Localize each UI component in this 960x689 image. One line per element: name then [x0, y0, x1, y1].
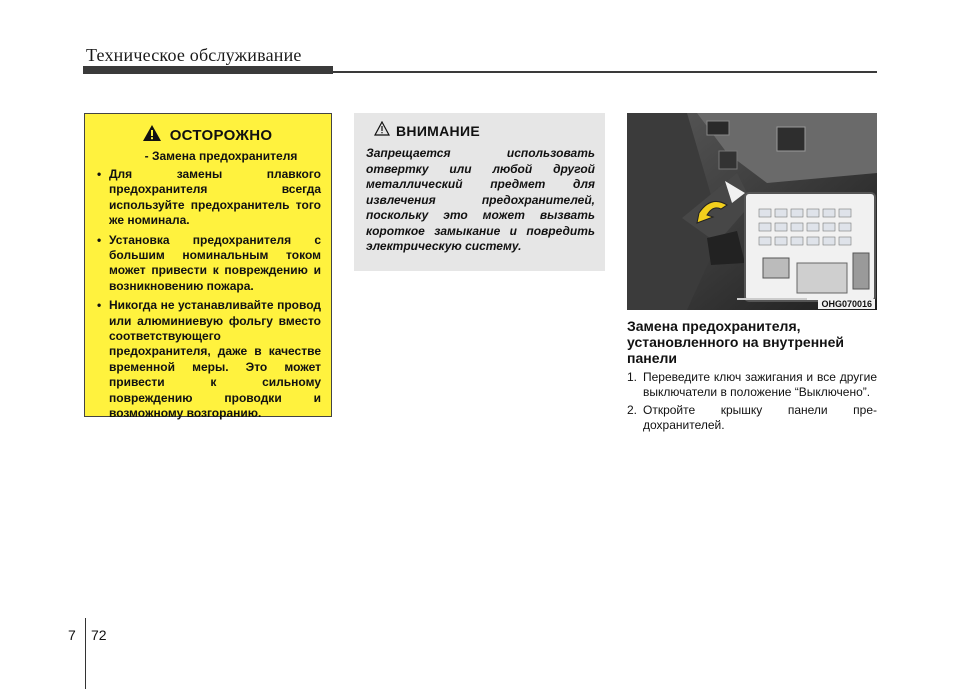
footer-divider [85, 618, 86, 689]
warning-item: • Никогда не устанавливайте провод или алюминиевую фольгу вместо соответствующего предохранителя, даже в качестве временной меры. Это может привести к сильному повреждению проводки и возможному возгоранию. [93, 298, 321, 421]
step-text: Переведите ключ зажигания и все другие выключатели в положение “Выключено”. [643, 370, 877, 399]
step-number: 2. [627, 403, 638, 417]
step-list [627, 370, 877, 436]
fuse-panel-illustration [627, 113, 877, 310]
chapter-number: 7 [68, 627, 76, 643]
photo-code: OHG070016 [818, 299, 875, 309]
header-bar [83, 66, 333, 74]
caution-icon [374, 121, 390, 141]
caution-text: Запрещается использовать отвертку или любой другой металлический предмет для извлечения предохранителей, поскольку это может вызвать короткое замыкание и повредить электрическую систему. [366, 146, 595, 253]
page-number: 72 [91, 627, 107, 643]
step-item [627, 370, 877, 400]
warning-item: • Для замены плавкого предохранителя всегда используйте предохранитель того же номинала. [93, 167, 321, 229]
warning-item: • Установка предохранителя с большим номинальным током может привести к повреждению и возникновению пожара. [93, 233, 321, 295]
caution-title: ВНИМАНИЕ [396, 123, 480, 139]
fuse-panel-photo [627, 113, 877, 310]
step-text: Откройте крышку панели пре- дохранителей. [643, 403, 877, 432]
step-item [627, 403, 877, 433]
section-heading: Замена предохранителя, установленного на внутренней панели [627, 318, 844, 366]
warning-icon [142, 124, 162, 147]
warning-subtitle: - Замена предохранителя [144, 149, 298, 163]
caution-header [374, 121, 595, 141]
warning-box [84, 113, 332, 421]
warning-list [93, 167, 321, 422]
caution-box [354, 113, 605, 271]
header-rule [333, 71, 877, 73]
page-header-title: Техническое обслуживание [86, 45, 302, 65]
step-number: 1. [627, 370, 638, 384]
warning-header [93, 124, 321, 147]
warning-title: ОСТОРОЖНО [169, 127, 273, 144]
